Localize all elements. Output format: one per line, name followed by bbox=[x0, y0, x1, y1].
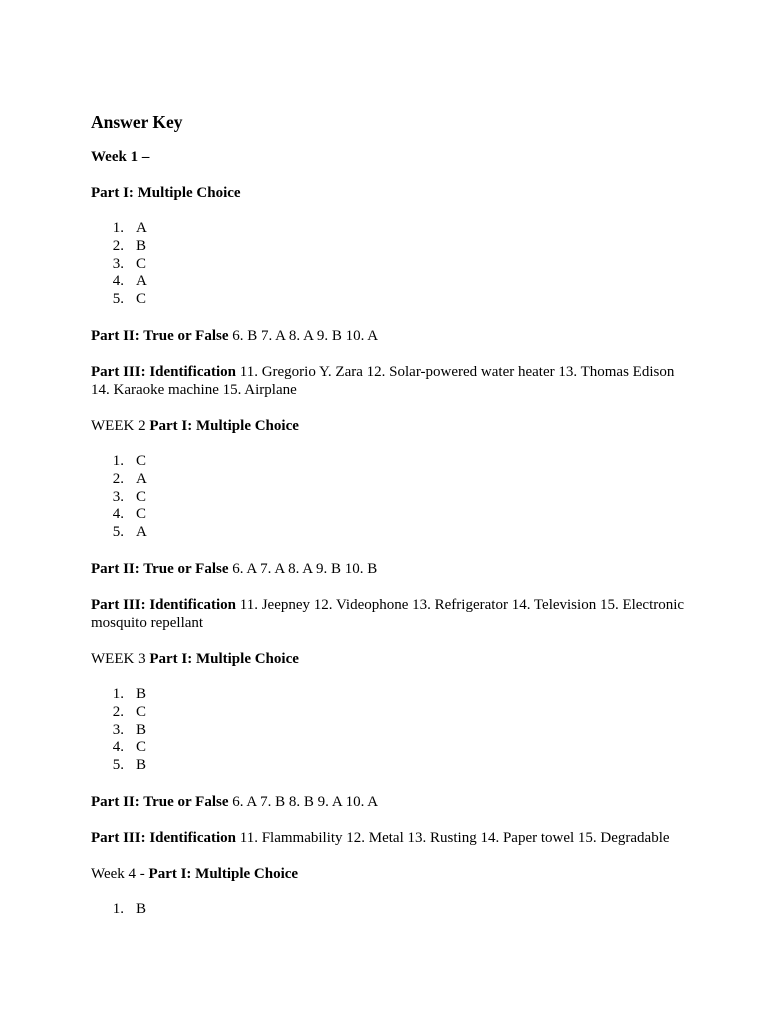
week2-heading: WEEK 2 bbox=[91, 417, 150, 434]
list-item bbox=[91, 238, 691, 256]
item-answer: B bbox=[136, 685, 147, 702]
item-answer: C bbox=[136, 291, 147, 308]
list-item bbox=[91, 686, 691, 704]
item-number: 1. bbox=[112, 685, 124, 702]
item-number: 4. bbox=[112, 506, 124, 523]
week2-part2 bbox=[91, 560, 691, 578]
list-item bbox=[91, 524, 691, 542]
item-number: 5. bbox=[112, 291, 124, 308]
week4-heading: Week 4 - bbox=[91, 865, 149, 882]
item-number: 5. bbox=[112, 757, 124, 774]
page-title: Answer Key bbox=[91, 112, 183, 132]
item-number: 1. bbox=[112, 452, 124, 469]
list-item bbox=[91, 471, 691, 489]
week1-part1-heading: Part I: Multiple Choice bbox=[91, 185, 241, 201]
item-number: 3. bbox=[112, 488, 124, 505]
part2-answers: 6. B 7. A 8. A 9. B 10. A bbox=[228, 327, 379, 344]
week1-part3 bbox=[91, 363, 691, 399]
item-answer: C bbox=[136, 452, 147, 469]
part3-heading: Part III: Identification bbox=[91, 596, 236, 613]
item-answer: A bbox=[136, 220, 147, 236]
part3-answers: 11. Gregorio Y. Zara 12. Solar-powered water heater 13. Thomas Edison 14. Karaoke machine 15. Airplane bbox=[91, 363, 675, 398]
list-item bbox=[91, 901, 691, 919]
part3-heading: Part III: Identification bbox=[91, 363, 236, 380]
item-number: 1. bbox=[112, 220, 124, 236]
list-item bbox=[91, 453, 691, 471]
item-number: 5. bbox=[112, 524, 124, 541]
week1-part1-answer-list bbox=[91, 220, 691, 309]
part3-answers: 11. Jeepney 12. Videophone 13. Refrigerator 14. Television 15. Electronic mosquito repellant bbox=[91, 596, 685, 631]
item-answer: C bbox=[136, 506, 147, 523]
item-answer: C bbox=[136, 255, 147, 272]
week4-part1-answer-list bbox=[91, 901, 691, 919]
list-item bbox=[91, 220, 691, 238]
part3-answers: 11. Flammability 12. Metal 13. Rusting 14. Paper towel 15. Degradable bbox=[236, 829, 670, 846]
item-answer: A bbox=[136, 524, 147, 541]
part2-heading: Part II: True or False bbox=[91, 327, 229, 344]
item-answer: A bbox=[136, 470, 147, 487]
list-item bbox=[91, 506, 691, 524]
part2-answers: 6. A 7. A 8. A 9. B 10. B bbox=[228, 560, 378, 577]
item-number: 4. bbox=[112, 739, 124, 756]
week3-heading-line bbox=[91, 650, 691, 668]
item-answer: C bbox=[136, 703, 147, 720]
item-answer: B bbox=[136, 721, 147, 738]
list-item bbox=[91, 704, 691, 722]
item-answer: B bbox=[136, 237, 147, 254]
week2-heading-line bbox=[91, 417, 691, 435]
part2-heading: Part II: True or False bbox=[91, 560, 229, 577]
item-number: 3. bbox=[112, 721, 124, 738]
item-number: 2. bbox=[112, 470, 124, 487]
item-answer: A bbox=[136, 273, 147, 290]
item-answer: B bbox=[136, 757, 147, 774]
week3-heading: WEEK 3 bbox=[91, 650, 150, 667]
list-item bbox=[91, 256, 691, 274]
item-number: 1. bbox=[112, 900, 124, 917]
week1-heading: Week 1 – bbox=[91, 149, 150, 165]
part2-heading: Part II: True or False bbox=[91, 793, 229, 810]
part3-heading: Part III: Identification bbox=[91, 829, 236, 846]
item-answer: C bbox=[136, 488, 147, 505]
week1-part2 bbox=[91, 327, 691, 345]
week3-part1-heading: Part I: Multiple Choice bbox=[149, 650, 299, 667]
week2-part1-answer-list bbox=[91, 453, 691, 542]
list-item bbox=[91, 273, 691, 291]
item-number: 4. bbox=[112, 273, 124, 290]
list-item bbox=[91, 739, 691, 757]
part2-answers: 6. A 7. B 8. B 9. A 10. A bbox=[228, 793, 379, 810]
week4-heading-line bbox=[91, 865, 691, 883]
list-item bbox=[91, 722, 691, 740]
list-item bbox=[91, 291, 691, 309]
week4-part1-heading: Part I: Multiple Choice bbox=[148, 865, 299, 882]
week2-part1-heading: Part I: Multiple Choice bbox=[149, 417, 299, 434]
item-number: 2. bbox=[112, 703, 124, 720]
list-item bbox=[91, 757, 691, 775]
item-answer: B bbox=[136, 900, 147, 917]
item-number: 3. bbox=[112, 255, 124, 272]
document-page bbox=[91, 111, 691, 937]
item-answer: C bbox=[136, 739, 147, 756]
item-number: 2. bbox=[112, 237, 124, 254]
list-item bbox=[91, 489, 691, 507]
week3-part1-answer-list bbox=[91, 686, 691, 775]
week3-part3 bbox=[91, 829, 691, 847]
week3-part2 bbox=[91, 793, 691, 811]
week2-part3 bbox=[91, 596, 691, 632]
